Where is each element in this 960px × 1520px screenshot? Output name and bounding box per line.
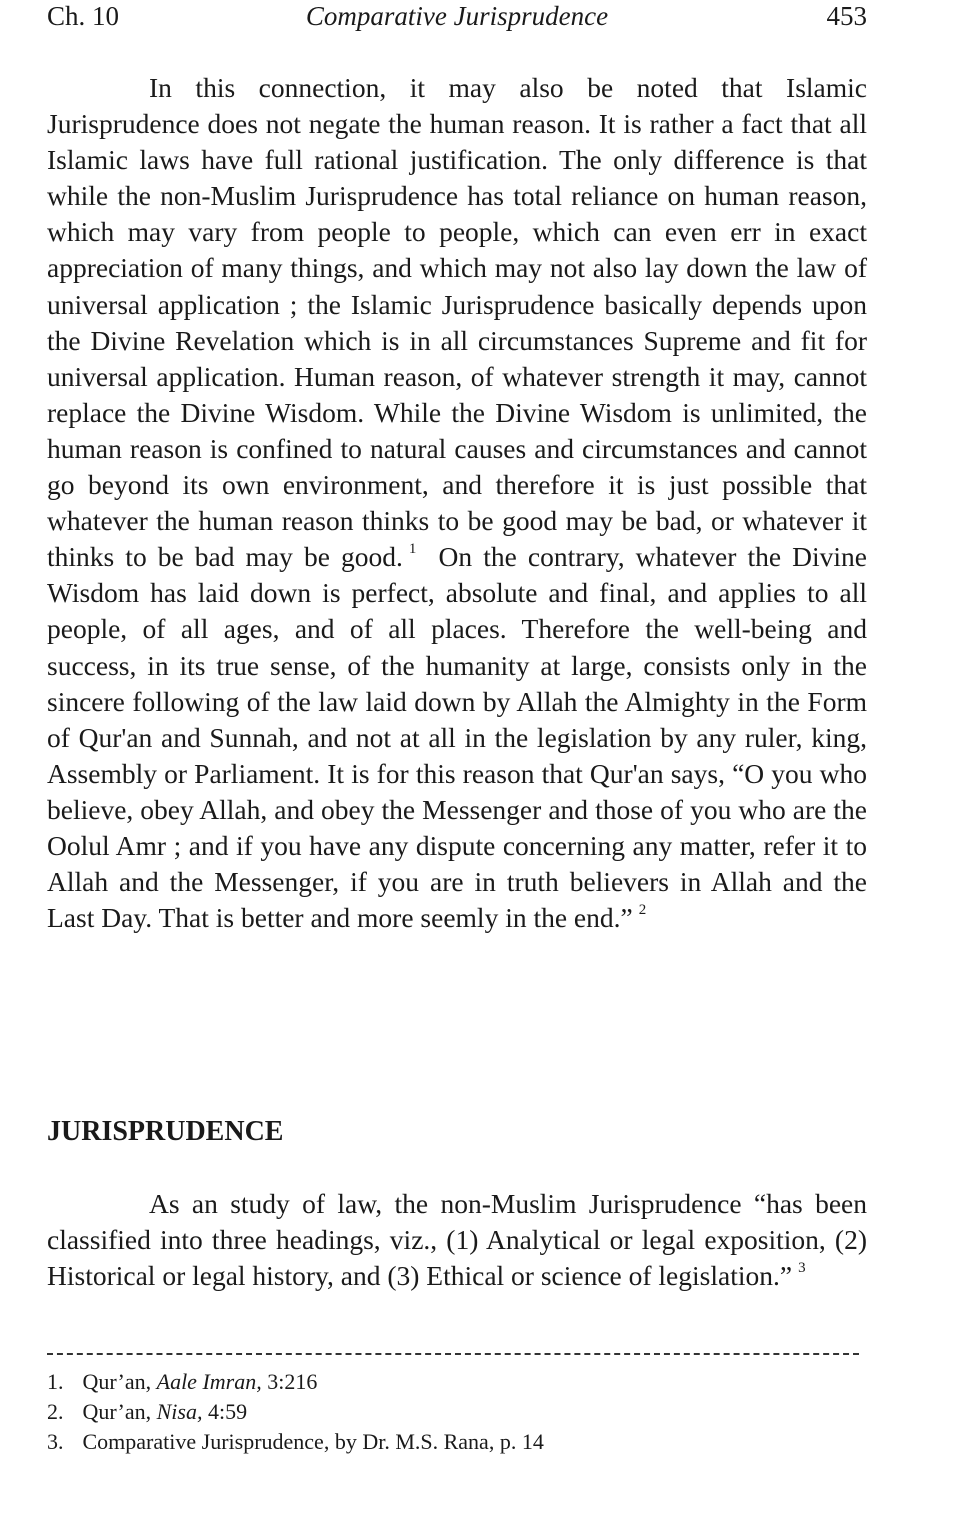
paragraph-1-continued: On the contrary, whatever the Divine Wisdom has laid down is perfect, absolute and final, and applies to all people, of all ages, and of all places. Therefore the well-being and success, in its true sense, of the humanity at large, consists only in the sincere following of the law laid down by Allah the Almighty in the Form of Qur'an and Sunnah, and not at all in the legislation by any ruler, king, Assembly or Parliament. It is for this reason that Qur'an says, “O you who believe, obey Allah, and obey the Messenger and those of you who are the Oolul Amr ; and if you have any dispute concerning any matter, refer it to Allah and the Messenger, if you are in truth believers in Allah and the Last Day. That is better and more seemly in the end.”: [47, 541, 867, 934]
footnotes-list: [47, 1367, 867, 1457]
paragraph-2-text: As an study of law, the non-Muslim Jurisprudence “has been classified into three headings, viz., (1) Analytical or legal exposition, (2) Historical or legal history, and (3) Ethical or science of legislation.”: [47, 1188, 867, 1292]
footnote-ref: 3:216: [267, 1369, 318, 1394]
paragraph-1-text: In this connection, it may also be noted that Islamic Jurisprudence does not negate the human reason. It is rather a fact that all Islamic laws have full rational justification. The only difference is that while the non-Muslim Jurisprudence has total reliance on human reason, which may vary from people to people, which can even err in exact appreciation of many things, and which may not also lay down the law of universal application ; the Islamic Jurisprudence basically depends upon the Divine Revelation which is in all circumstances Supreme and fit for universal application. Human reason, of whatever strength it may, cannot replace the Divine Wisdom. While the Divine Wisdom is unlimited, the human reason is confined to natural causes and circumstances and cannot go beyond its own environment, and therefore it is just possible that whatever the human reason thinks to be good may be bad, or whatever it thinks to be bad may be good.: [47, 72, 867, 573]
running-title: Comparative Jurisprudence: [305, 1, 609, 31]
body-paragraph-2: [47, 1186, 867, 1294]
page-number: 453: [826, 1, 867, 31]
footnote-prefix: Qur’an,: [82, 1369, 152, 1394]
chapter-label: Ch. 10: [47, 1, 120, 31]
footnote-number: 2.: [47, 1399, 64, 1424]
footnote-ref-1: 1: [408, 541, 417, 558]
footnote-ref: 4:59: [207, 1399, 248, 1424]
footnote-prefix: Qur’an,: [82, 1399, 152, 1424]
footnote-ref-2: 2: [638, 902, 647, 919]
footnote-item: [47, 1367, 867, 1397]
book-page: [47, 0, 867, 1520]
footnote-item: [47, 1397, 867, 1427]
footnote-source: Nisa,: [156, 1399, 203, 1424]
footnote-item: [47, 1427, 867, 1457]
footnote-prefix: Comparative Jurisprudence, by Dr. M.S. Rana, p. 14: [82, 1429, 544, 1454]
body-paragraph-1: [47, 70, 867, 936]
section-heading: JURISPRUDENCE: [47, 1116, 284, 1147]
running-header: [47, 0, 867, 36]
footnote-number: 3.: [47, 1429, 64, 1454]
footnote-source: Aale Imran,: [156, 1369, 262, 1394]
footnote-number: 1.: [47, 1369, 64, 1394]
footnote-ref-3: 3: [798, 1260, 806, 1277]
footnote-separator: [47, 1353, 859, 1355]
